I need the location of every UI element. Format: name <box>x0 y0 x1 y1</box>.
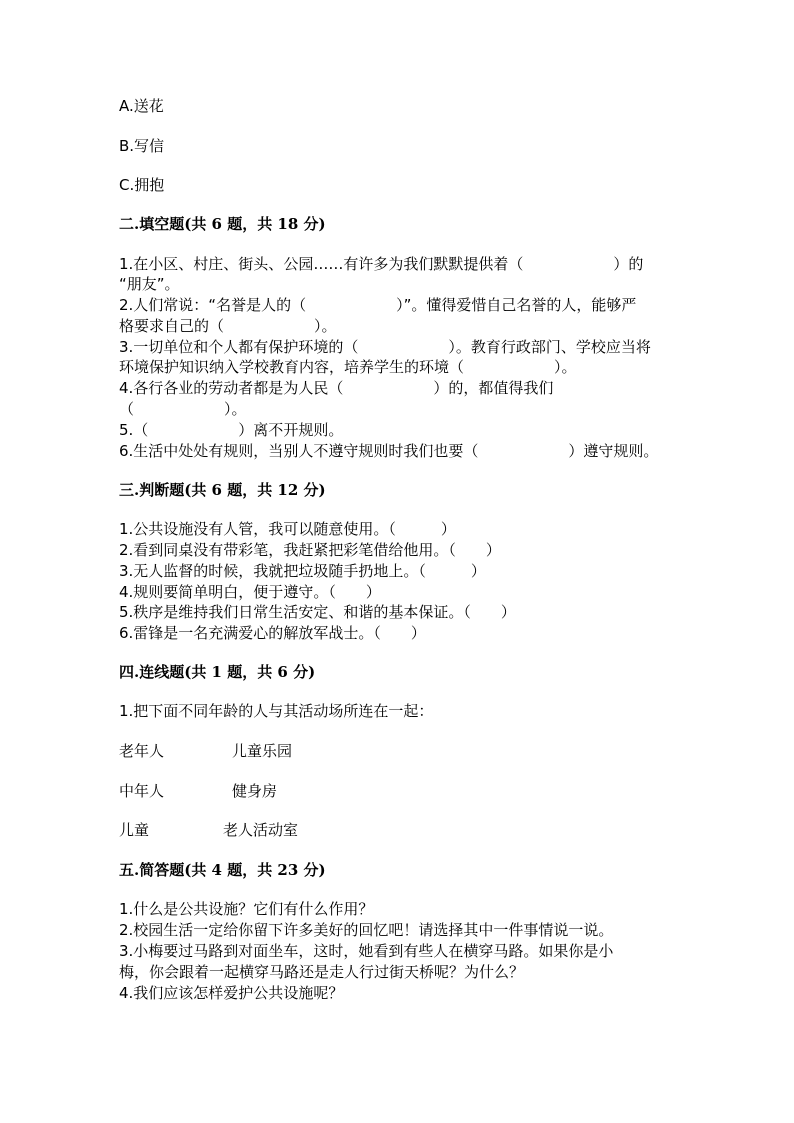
match-right-item: 健身房 <box>232 782 278 800</box>
fill-line: 格要求自己的（ ）。 <box>119 317 337 335</box>
judge-line: 3.无人监督的时候，我就把垃圾随手扔地上。（ ） <box>119 562 486 580</box>
match-left-item: 老年人 <box>119 742 165 760</box>
match-left-item: 儿童 <box>119 821 150 839</box>
match-right-item: 儿童乐园 <box>232 742 293 760</box>
match-left-item: 中年人 <box>119 782 165 800</box>
fill-line: “朋友”。 <box>119 275 180 293</box>
fill-line: 4.各行各业的劳动者都是为人民（ ）的，都值得我们 <box>119 379 554 397</box>
short-line: 2.校园生活一定给你留下许多美好的回忆吧！请选择其中一件事情说一说。 <box>119 921 614 939</box>
judge-line: 6.雷锋是一名充满爱心的解放军战士。（ ） <box>119 624 426 642</box>
option-c: C.拥抱 <box>119 176 165 194</box>
judge-line: 1.公共设施没有人管，我可以随意使用。（ ） <box>119 520 456 538</box>
short-line: 4.我们应该怎样爱护公共设施呢？ <box>119 984 344 1002</box>
judge-line: 5.秩序是维持我们日常生活安定、和谐的基本保证。（ ） <box>119 603 516 621</box>
match-prompt: 1.把下面不同年龄的人与其活动场所连在一起： <box>119 702 434 720</box>
fill-line: （ ）。 <box>119 400 247 418</box>
section-title-judge: 三.判断题(共 6 题，共 12 分) <box>119 481 326 499</box>
judge-line: 2.看到同桌没有带彩笔，我赶紧把彩笔借给他用。（ ） <box>119 541 501 559</box>
option-a: A.送花 <box>119 97 164 115</box>
fill-line: 环境保护知识纳入学校教育内容，培养学生的环境（ ）。 <box>119 358 577 376</box>
section-title-fill: 二.填空题(共 6 题，共 18 分) <box>119 215 326 233</box>
short-line: 梅，你会跟着一起横穿马路还是走人行过街天桥呢？为什么？ <box>119 963 525 981</box>
short-line: 3.小梅要过马路到对面坐车，这时，她看到有些人在横穿马路。如果你是小 <box>119 942 614 960</box>
judge-line: 4.规则要简单明白，便于遵守。（ ） <box>119 583 381 601</box>
section-title-match: 四.连线题(共 1 题，共 6 分) <box>119 663 316 681</box>
fill-line: 3.一切单位和个人都有保护环境的（ ）。教育行政部门、学校应当将 <box>119 338 651 356</box>
fill-line: 2.人们常说：“名誉是人的（ ）”。懂得爱惜自己名誉的人，能够严 <box>119 296 637 314</box>
match-right-item: 老人活动室 <box>223 821 299 839</box>
fill-line: 5.（ ）离不开规则。 <box>119 421 344 439</box>
short-line: 1.什么是公共设施？它们有什么作用？ <box>119 900 374 918</box>
fill-line: 1.在小区、村庄、街头、公园……有许多为我们默默提供着（ ）的 <box>119 255 644 273</box>
fill-line: 6.生活中处处有规则，当别人不遵守规则时我们也要（ ）遵守规则。 <box>119 442 659 460</box>
option-b: B.写信 <box>119 137 165 155</box>
section-title-short: 五.简答题(共 4 题，共 23 分) <box>119 861 326 879</box>
